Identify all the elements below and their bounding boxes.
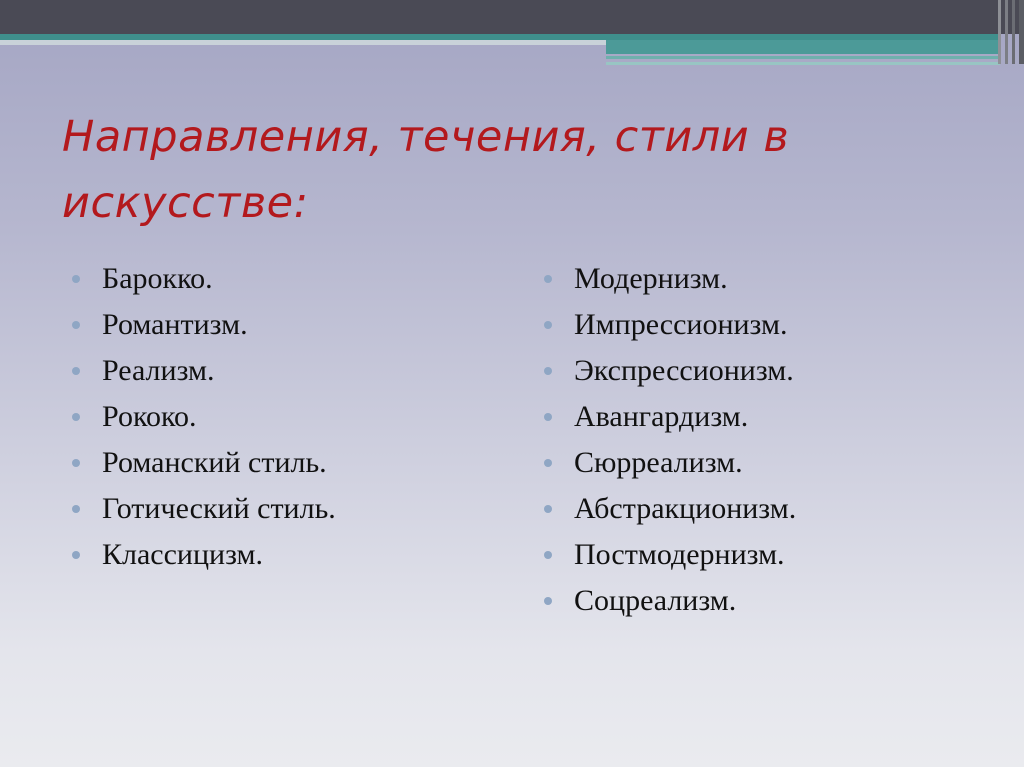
list-item: Импрессионизм.	[542, 302, 796, 348]
header-vertical-stripe	[1012, 0, 1015, 64]
bullet-icon	[544, 367, 552, 375]
right-bullet-list	[542, 256, 796, 624]
header-vertical-stripe	[1019, 0, 1024, 64]
list-item: Готический стиль.	[70, 486, 336, 532]
list-item: Реализм.	[70, 348, 336, 394]
header-light-line	[0, 40, 610, 45]
bullet-icon	[544, 321, 552, 329]
list-item: Рококо.	[70, 394, 336, 440]
header-thin-stripe	[606, 56, 1000, 59]
list-item: Классицизм.	[70, 532, 336, 578]
header-accent-block	[606, 40, 1000, 54]
list-item: Барокко.	[70, 256, 336, 302]
list-item: Постмодернизм.	[542, 532, 796, 578]
header-thin-stripe	[606, 62, 1000, 65]
bullet-icon	[72, 459, 80, 467]
header-vertical-stripe	[1005, 0, 1008, 64]
bullet-icon	[72, 321, 80, 329]
list-item: Романский стиль.	[70, 440, 336, 486]
bullet-icon	[544, 505, 552, 513]
bullet-icon	[544, 551, 552, 559]
bullet-icon	[544, 597, 552, 605]
header-vertical-stripe	[998, 0, 1001, 64]
bullet-icon	[72, 367, 80, 375]
header-band	[0, 0, 1024, 34]
bullet-icon	[544, 413, 552, 421]
bullet-icon	[544, 275, 552, 283]
list-item: Абстракционизм.	[542, 486, 796, 532]
bullet-icon	[544, 459, 552, 467]
slide-title: Направления, течения, стили в искусстве:	[62, 112, 790, 228]
list-item: Романтизм.	[70, 302, 336, 348]
list-item: Соцреализм.	[542, 578, 796, 624]
list-item: Модернизм.	[542, 256, 796, 302]
list-item: Авангардизм.	[542, 394, 796, 440]
list-item: Сюрреализм.	[542, 440, 796, 486]
bullet-icon	[72, 551, 80, 559]
bullet-icon	[72, 413, 80, 421]
list-item: Экспрессионизм.	[542, 348, 796, 394]
bullet-icon	[72, 505, 80, 513]
left-bullet-list	[70, 256, 336, 578]
bullet-icon	[72, 275, 80, 283]
